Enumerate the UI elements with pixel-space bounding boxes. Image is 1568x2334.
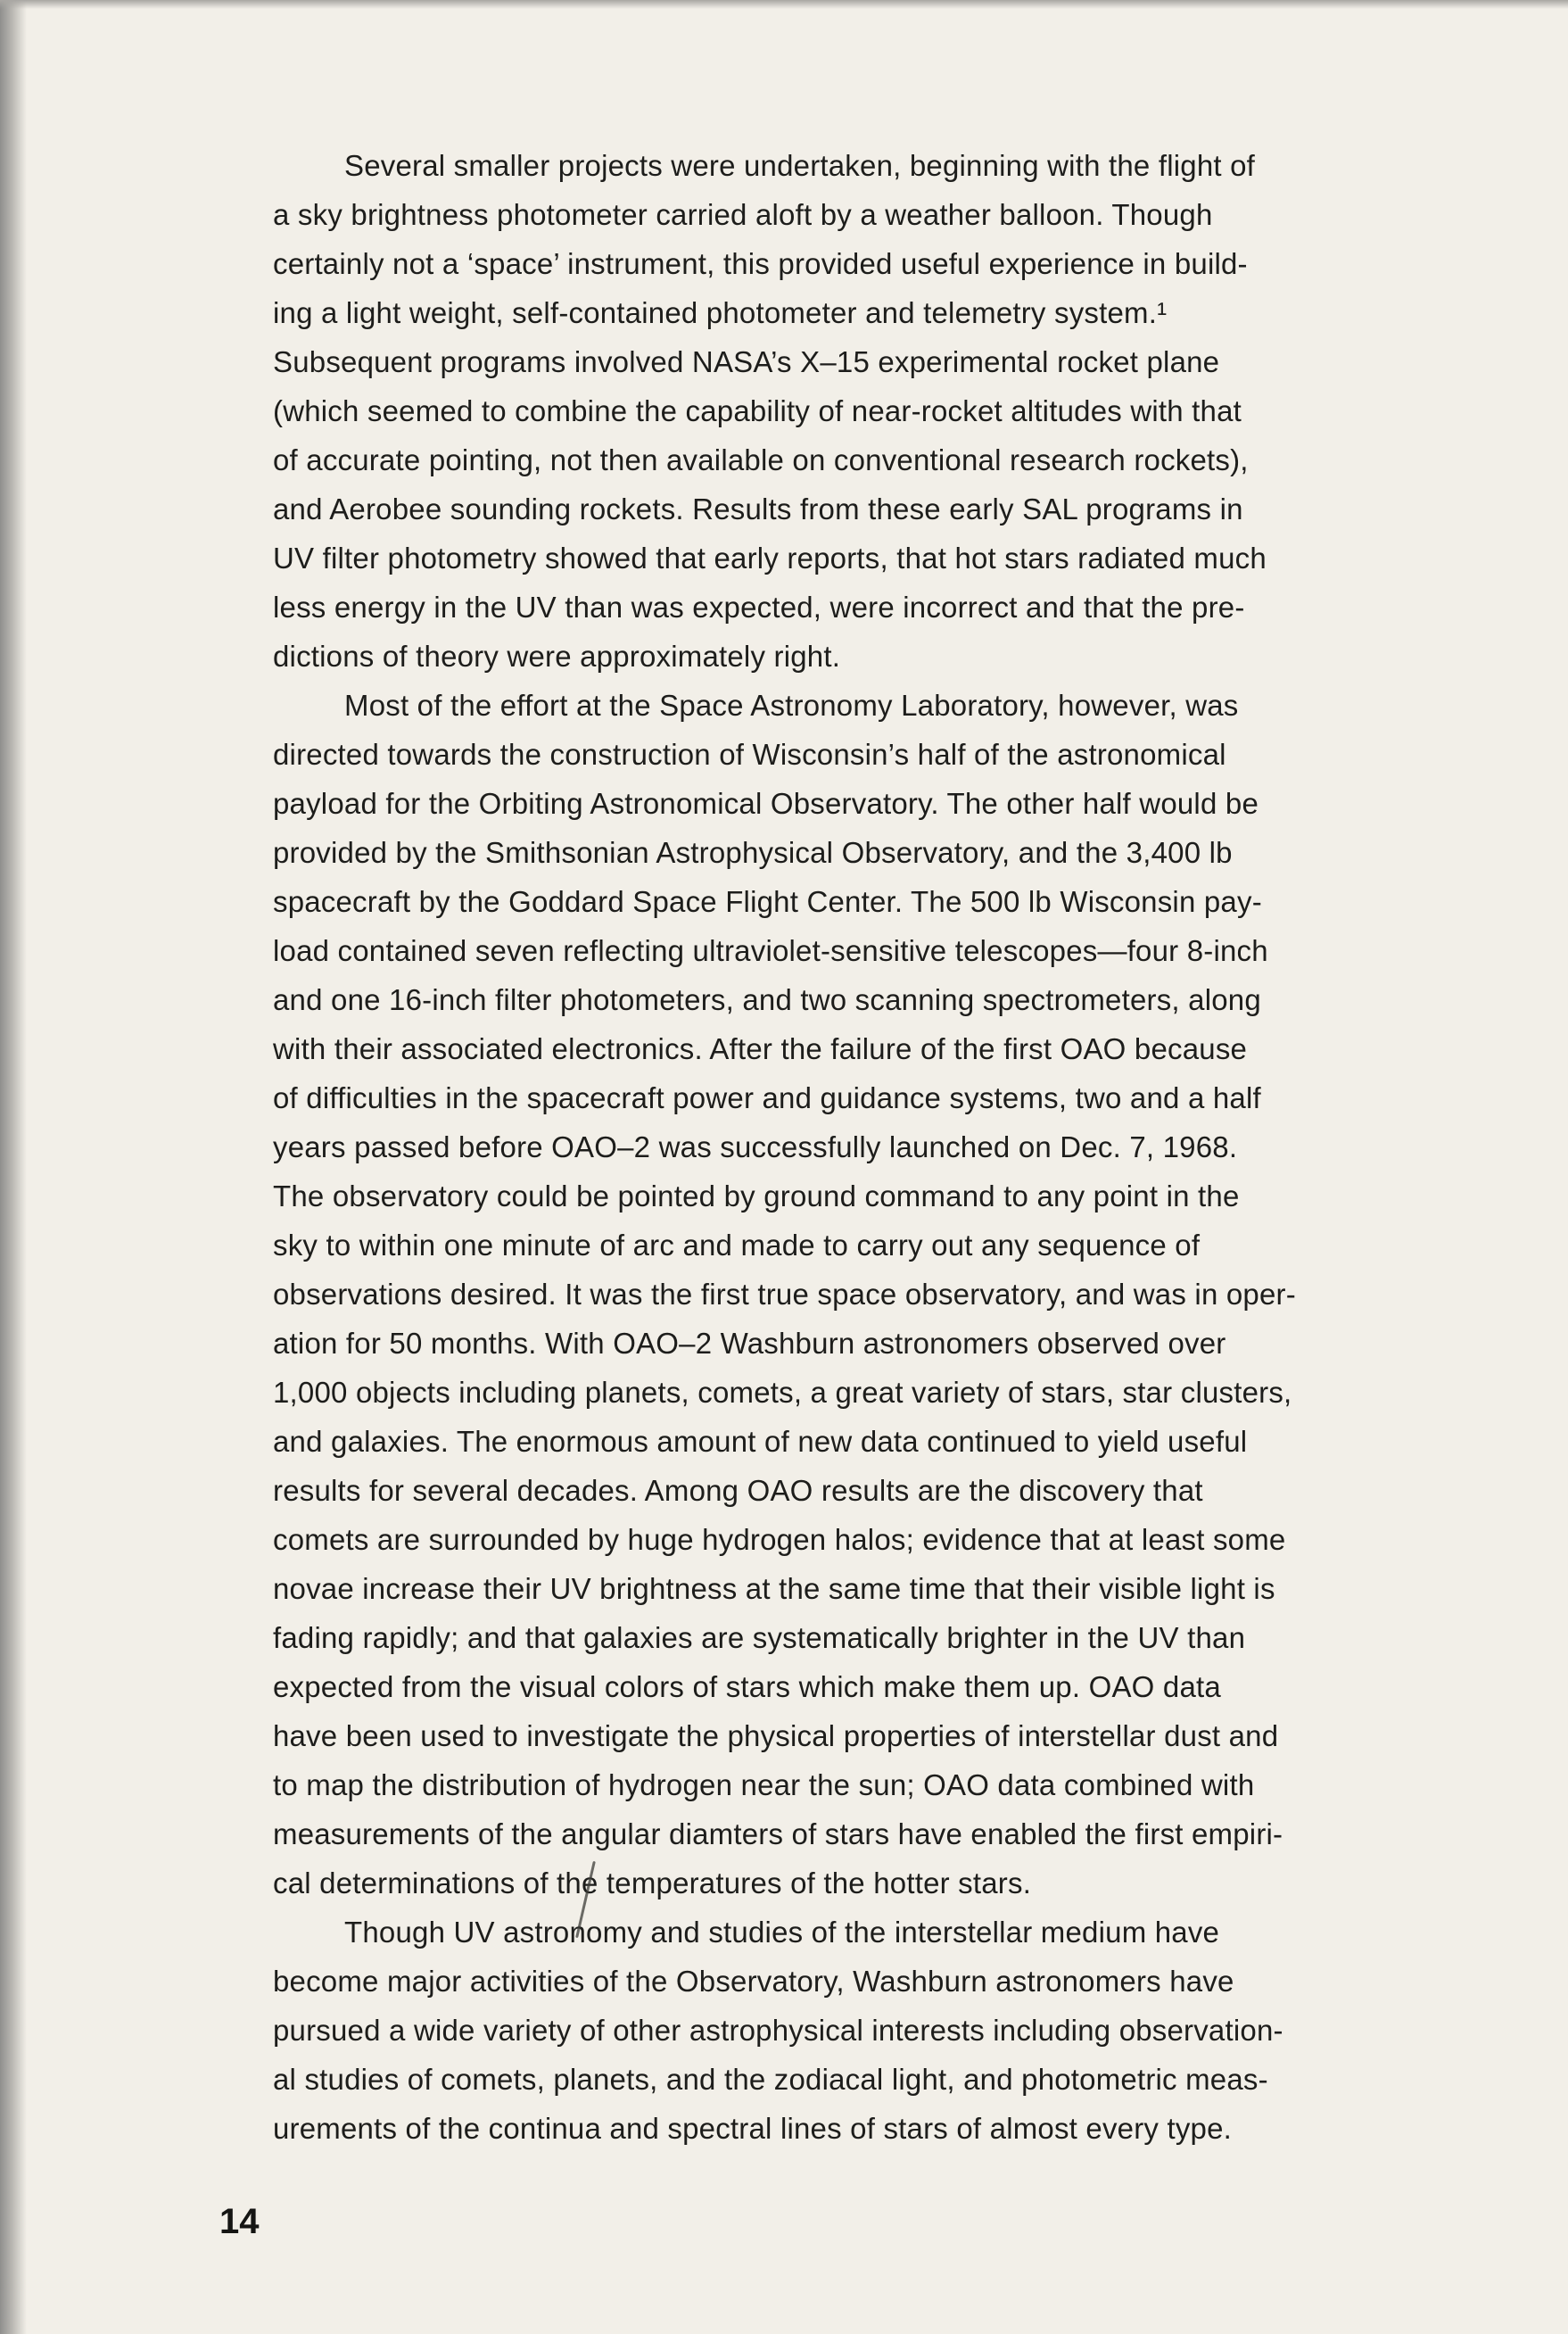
- text-line: become major activities of the Observatory, Washburn astronomers have: [273, 1965, 1234, 1998]
- text-line: of difficulties in the spacecraft power and guidance systems, two and a half: [273, 1081, 1261, 1114]
- text-line: payload for the Orbiting Astronomical Observatory. The other half would be: [273, 787, 1259, 820]
- text-line: cal determinations of the temperatures of the hotter stars.: [273, 1866, 1032, 1899]
- page-number: 14: [219, 2202, 260, 2241]
- text-line: spacecraft by the Goddard Space Flight Center. The 500 lb Wisconsin pay-: [273, 885, 1262, 918]
- text-line: directed towards the construction of Wisconsin’s half of the astronomical: [273, 738, 1226, 771]
- paragraph: [273, 141, 1459, 681]
- text-line: The observatory could be pointed by ground command to any point in the: [273, 1179, 1240, 1213]
- text-line: Though UV astronomy and studies of the interstellar medium have: [344, 1916, 1220, 1949]
- text-line: measurements of the angular diamters of stars have enabled the first empiri-: [273, 1817, 1283, 1850]
- text-line: provided by the Smithsonian Astrophysical Observatory, and the 3,400 lb: [273, 836, 1233, 869]
- text-line: al studies of comets, planets, and the zodiacal light, and photometric meas-: [273, 2063, 1268, 2096]
- text-line: expected from the visual colors of stars which make them up. OAO data: [273, 1670, 1221, 1703]
- text-line: urements of the continua and spectral lines of stars of almost every type.: [273, 2112, 1233, 2145]
- text-line: years passed before OAO–2 was successfully launched on Dec. 7, 1968.: [273, 1130, 1238, 1163]
- scan-edge-left: [0, 0, 27, 2334]
- text-line: results for several decades. Among OAO results are the discovery that: [273, 1474, 1203, 1507]
- paragraph: [273, 681, 1459, 1908]
- text-line: Most of the effort at the Space Astronomy Laboratory, however, was: [344, 689, 1239, 722]
- text-line: less energy in the UV than was expected, were incorrect and that the pre-: [273, 591, 1245, 624]
- page-text: [273, 141, 1459, 2153]
- text-line: with their associated electronics. After the failure of the first OAO because: [273, 1032, 1248, 1065]
- text-line: sky to within one minute of arc and made to carry out any sequence of: [273, 1229, 1201, 1262]
- text-line: a sky brightness photometer carried aloft by a weather balloon. Though: [273, 198, 1213, 231]
- text-line: and one 16-inch filter photometers, and two scanning spectrometers, along: [273, 983, 1261, 1016]
- text-line: and galaxies. The enormous amount of new data continued to yield useful: [273, 1425, 1248, 1458]
- text-line: Subsequent programs involved NASA’s X–15 experimental rocket plane: [273, 345, 1220, 378]
- text-line: load contained seven reflecting ultraviolet-sensitive telescopes—four 8-inch: [273, 934, 1268, 967]
- text-line: of accurate pointing, not then available on conventional research rockets),: [273, 443, 1249, 476]
- text-line: observations desired. It was the first true space observatory, and was in oper-: [273, 1278, 1296, 1311]
- text-line: fading rapidly; and that galaxies are systematically brighter in the UV than: [273, 1621, 1246, 1654]
- text-line: pursued a wide variety of other astrophysical interests including observation-: [273, 2014, 1283, 2047]
- text-line: comets are surrounded by huge hydrogen halos; evidence that at least some: [273, 1523, 1286, 1556]
- text-line: and Aerobee sounding rockets. Results from these early SAL programs in: [273, 492, 1243, 526]
- text-line: UV filter photometry showed that early reports, that hot stars radiated much: [273, 542, 1267, 575]
- text-line: novae increase their UV brightness at the same time that their visible light is: [273, 1572, 1275, 1605]
- text-line: ation for 50 months. With OAO–2 Washburn astronomers observed over: [273, 1327, 1226, 1360]
- text-line: to map the distribution of hydrogen near the sun; OAO data combined with: [273, 1768, 1255, 1801]
- text-line: Several smaller projects were undertaken, beginning with the flight of: [344, 149, 1256, 182]
- text-line: 1,000 objects including planets, comets, a great variety of stars, star clusters,: [273, 1376, 1292, 1409]
- text-line: ing a light weight, self-contained photometer and telemetry system.¹: [273, 296, 1168, 329]
- text-line: have been used to investigate the physical properties of interstellar dust and: [273, 1719, 1279, 1752]
- scan-edge-top: [0, 0, 1568, 9]
- paragraph: [273, 1908, 1459, 2153]
- text-line: certainly not a ‘space’ instrument, this provided useful experience in build-: [273, 247, 1248, 280]
- text-line: dictions of theory were approximately right.: [273, 640, 841, 673]
- text-line: (which seemed to combine the capability of near-rocket altitudes with that: [273, 394, 1242, 427]
